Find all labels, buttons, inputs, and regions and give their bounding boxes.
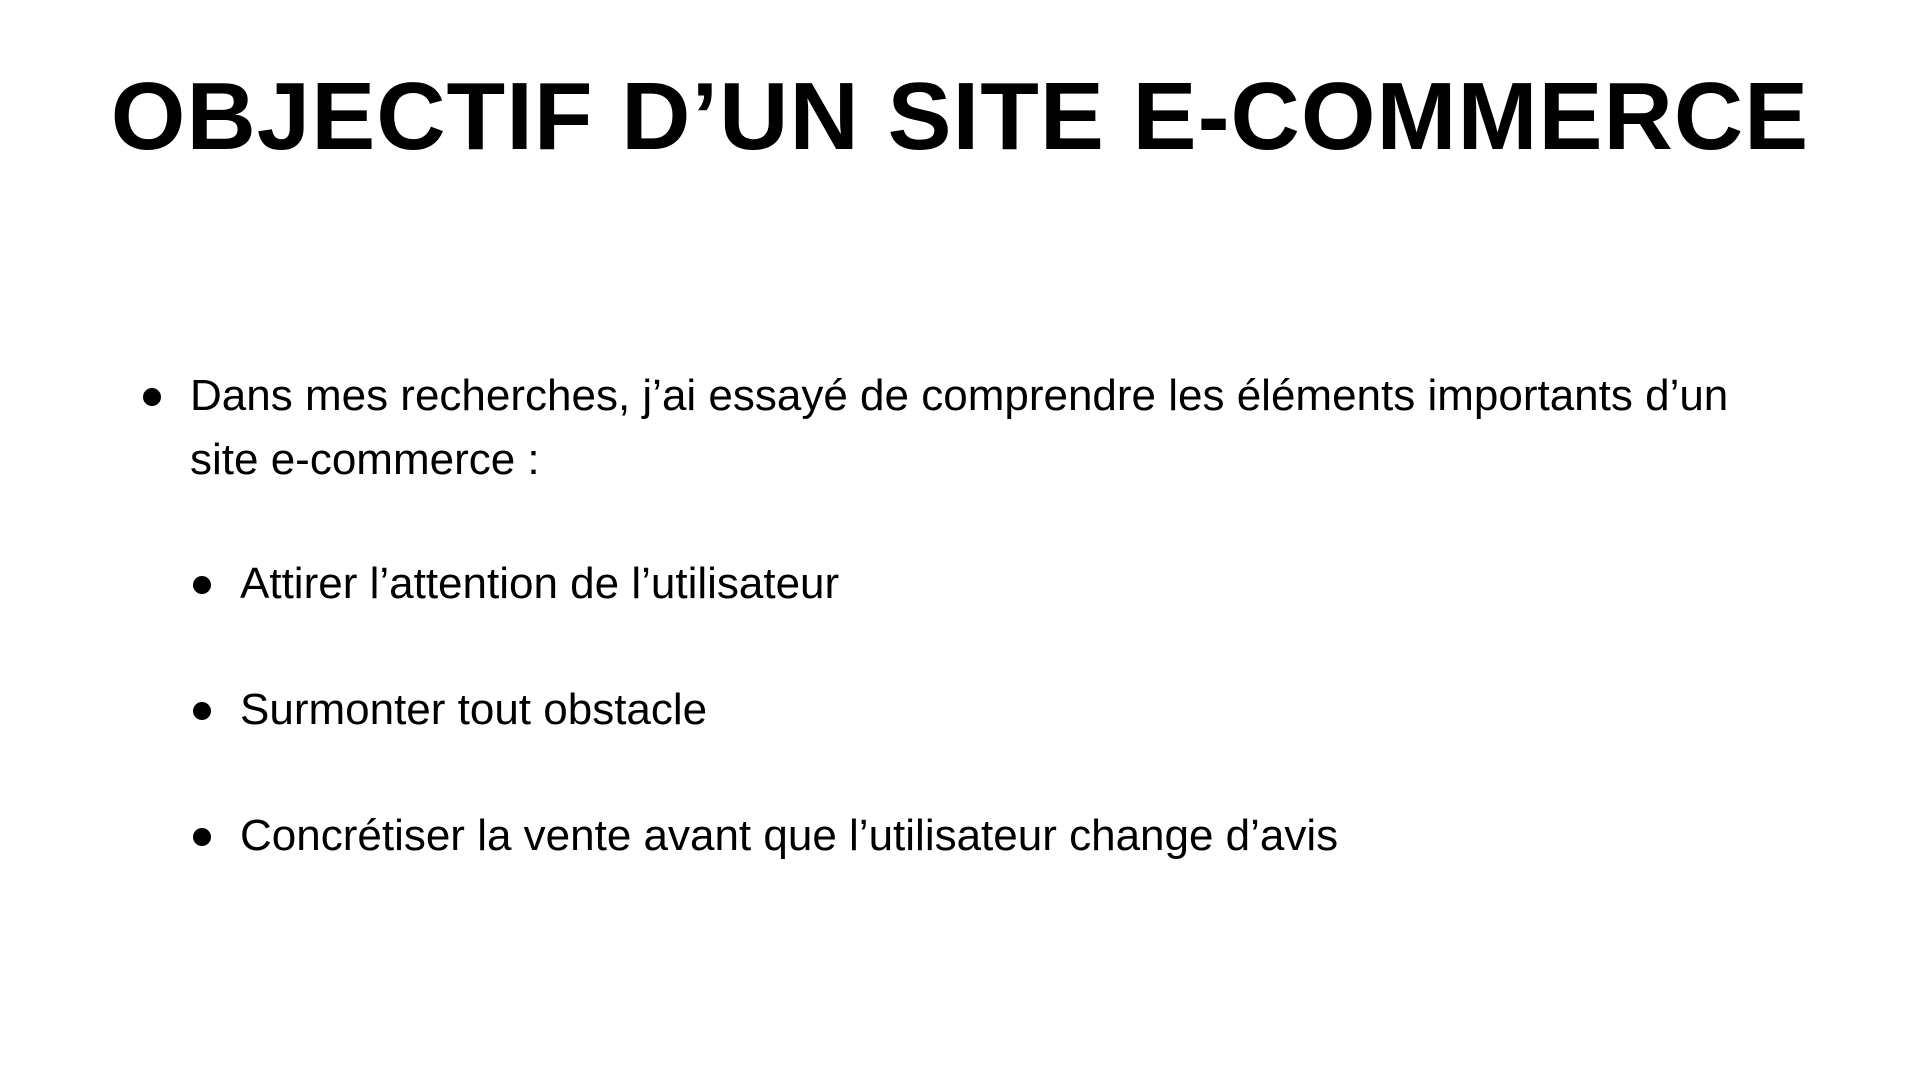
bullet-dot-icon xyxy=(143,388,161,406)
bullet-text: Concrétiser la vente avant que l’utilisateur change d’avis xyxy=(240,811,1339,860)
bullet-item-sale xyxy=(190,804,1800,868)
bullet-dot-icon xyxy=(193,828,211,846)
bullet-item-main xyxy=(140,364,1800,492)
bullet-dot-icon xyxy=(193,576,211,594)
bullet-text: Dans mes recherches, j’ai essayé de comprendre les éléments importants d’un site e-commerce : xyxy=(190,371,1729,484)
slide-title: OBJECTIF D’UN SITE E-COMMERCE xyxy=(110,63,1810,170)
bullet-list xyxy=(140,364,1800,930)
bullet-dot-icon xyxy=(193,702,211,720)
bullet-item-obstacle xyxy=(190,678,1800,742)
bullet-text: Surmonter tout obstacle xyxy=(240,685,708,734)
bullet-item-attention xyxy=(190,552,1800,616)
bullet-text: Attirer l’attention de l’utilisateur xyxy=(240,559,840,608)
